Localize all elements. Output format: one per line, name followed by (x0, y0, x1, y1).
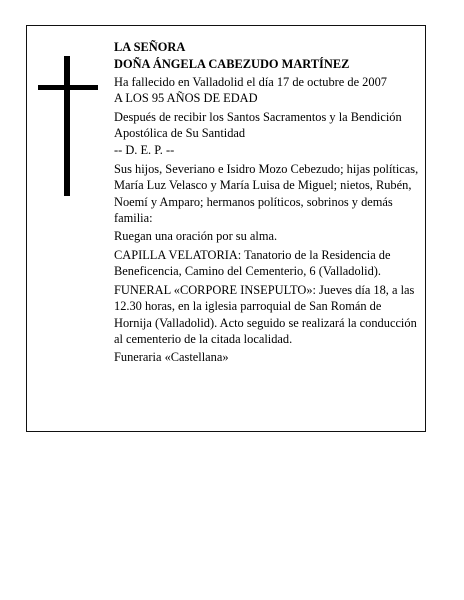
funeral-home: Funeraria «Castellana» (114, 350, 229, 365)
obituary-text (114, 39, 420, 366)
cross-icon (64, 56, 70, 196)
sacraments-text: Después de recibir los Santos Sacramentos y la Bendición Apostólica de Su Santidad (114, 109, 402, 141)
funeral-info: FUNERAL «CORPORE INSEPULTO»: Jueves día 18, a las 12.30 horas, en la iglesia parroquial de San Román de Hornija (Valladolid). Acto seguido se realizará la conducción al cementerio de la citada localidad. (114, 282, 417, 346)
death-announcement: Ha fallecido en Valladolid el día 17 de octubre de 2007 (114, 74, 387, 89)
age-line: A LOS 95 AÑOS DE EDAD (114, 91, 258, 106)
family-list: Sus hijos, Severiano e Isidro Mozo Cebezudo; hijas políticas, María Luz Velasco y María Luisa de Miguel; nietos, Rubén, Noemí y Amparo; hermanos políticos, sobrinos y demás familia: (114, 161, 419, 226)
title: LA SEÑORA (114, 40, 186, 54)
prayer-request: Ruegan una oración por su alma. (114, 229, 278, 244)
chapel-info: CAPILLA VELATORIA: Tanatorio de la Residencia de Beneficencia, Camino del Cementerio, 6 (Valladolid). (114, 247, 391, 279)
cross-icon-crossbar (38, 85, 98, 90)
deceased-name: DOÑA ÁNGELA CABEZUDO MARTÍNEZ (114, 57, 350, 72)
dep-line: -- D. E. P. -- (114, 143, 175, 158)
